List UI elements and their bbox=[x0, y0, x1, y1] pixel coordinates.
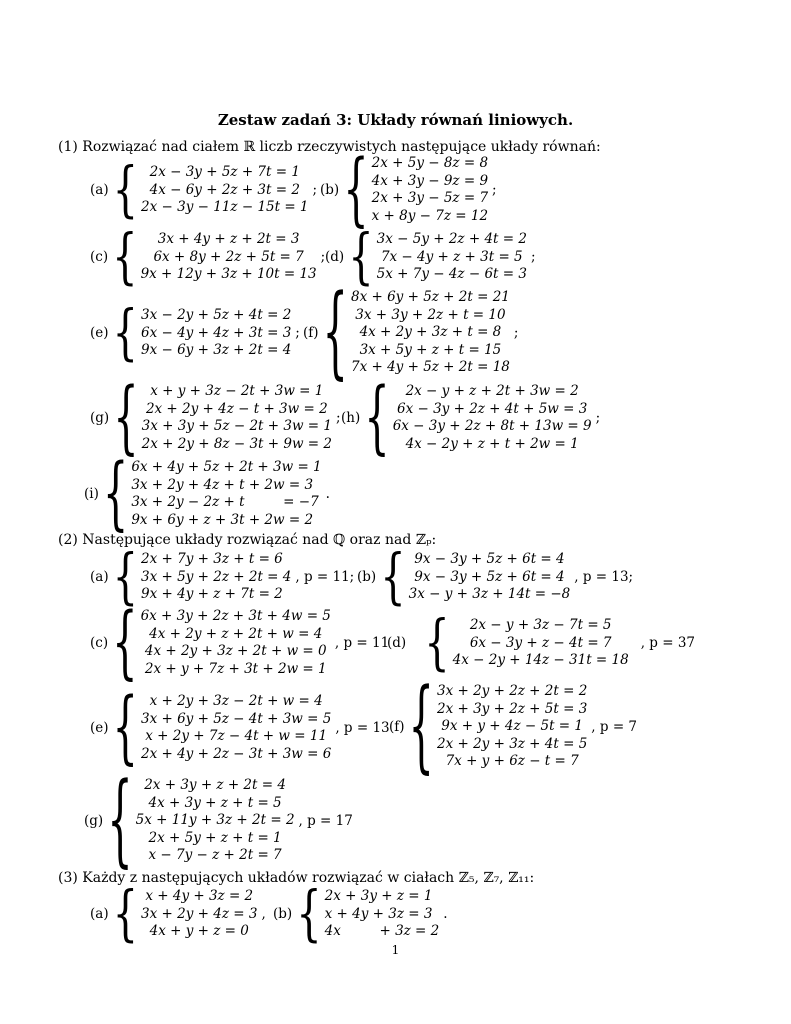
equation: x + 2y + 3z − 2t + w = 4 bbox=[149, 693, 323, 709]
system-2f bbox=[389, 669, 638, 785]
left-brace: { bbox=[364, 372, 390, 465]
item-label: (b) bbox=[357, 569, 377, 586]
item-label: (a) bbox=[90, 182, 109, 199]
item-label: (e) bbox=[90, 325, 109, 342]
equation: 2x + 2y + 3z + 4t = 5 bbox=[436, 735, 588, 752]
item-label: (b) bbox=[320, 182, 340, 199]
system-1g bbox=[90, 372, 341, 465]
equation: x + y + 3z − 2t + 3w = 1 bbox=[150, 383, 324, 399]
equation: 6x − 3y + 2z + 8t + 13w = 9 bbox=[392, 418, 592, 435]
equation: 4x + 3y + z + t = 5 bbox=[148, 794, 282, 811]
left-brace: { bbox=[112, 298, 138, 368]
equation: 2x + 3y + z + 2t = 4 bbox=[144, 777, 286, 793]
equation: 2x + 5y + z + t = 1 bbox=[148, 829, 282, 846]
item-label: (a) bbox=[90, 906, 109, 923]
left-brace: { bbox=[112, 682, 138, 775]
item-label: (b) bbox=[273, 906, 293, 923]
problem-1-heading: (1) Rozwiązać nad ciałem ℝ liczb rzeczywistych następujące układy równań: bbox=[58, 139, 601, 155]
equation: 5x + 7y − 4z − 6t = 3 bbox=[376, 266, 527, 283]
equation: 3x + 4y + z + 2t = 3 bbox=[157, 231, 300, 247]
problem-3-heading: (3) Każdy z następujących układów rozwiązać w ciałach ℤ₅, ℤ₇, ℤ₁₁: bbox=[58, 870, 535, 886]
equation: 2x + 3y + z = 1 bbox=[324, 888, 433, 904]
left-brace: { bbox=[348, 222, 374, 292]
system-1c bbox=[90, 222, 326, 292]
equation: 3x + 3y + 2z + t = 10 bbox=[355, 306, 506, 323]
left-brace: { bbox=[112, 879, 139, 949]
left-brace: { bbox=[107, 763, 133, 879]
page-title: Zestaw zadań 3: Układy równań liniowych. bbox=[217, 111, 574, 129]
equation-list bbox=[141, 608, 331, 678]
equation: 3x − y + 3z + 14t = −8 bbox=[408, 586, 571, 603]
equation: 4x + y + z = 0 bbox=[149, 923, 249, 940]
system-1d bbox=[325, 222, 536, 292]
equation: x + 4y + 3z = 3 bbox=[324, 905, 433, 922]
equation: 2x + 4y + 2z − 3t + 3w = 6 bbox=[140, 745, 332, 762]
suffix: ; bbox=[530, 249, 536, 266]
equation: 4x + 2y + 3z + 2t + w = 0 bbox=[144, 643, 327, 660]
suffix: ; bbox=[312, 182, 318, 199]
equation-list bbox=[393, 383, 592, 453]
left-brace: { bbox=[102, 448, 129, 541]
equation: 4x − 2y + z + t + 2w = 1 bbox=[405, 435, 579, 452]
left-brace: { bbox=[113, 372, 139, 465]
system-2c bbox=[90, 597, 390, 690]
equation: 2x + 7y + 3z + t = 6 bbox=[141, 551, 283, 567]
equation: 2x + 3y + 2z + 5t = 3 bbox=[436, 700, 588, 717]
left-brace: { bbox=[424, 608, 450, 678]
left-brace: { bbox=[112, 542, 139, 612]
left-brace: { bbox=[380, 542, 406, 612]
equation: 3x + 2y + 4z + t + 2w = 3 bbox=[131, 476, 314, 493]
equation: 4x + 3z = 2 bbox=[324, 923, 440, 940]
equation: 4x + 3y − 9z = 9 bbox=[371, 172, 489, 189]
suffix: , p = 37 bbox=[640, 635, 696, 652]
suffix: , p = 13 bbox=[335, 720, 390, 737]
equation: 3x + 2y + 2z + 2t = 2 bbox=[436, 683, 588, 699]
equation: 2x − y + 3z − 7t = 5 bbox=[469, 617, 612, 633]
suffix: , p = 13; bbox=[574, 569, 634, 586]
equation: 2x − 3y − 11z − 15t = 1 bbox=[141, 199, 309, 216]
equation: 6x − 3y + z − 4t = 7 bbox=[469, 634, 612, 651]
item-label: (f) bbox=[389, 718, 405, 735]
system-1i bbox=[84, 448, 330, 541]
left-brace: { bbox=[408, 669, 434, 785]
equation: 3x + 2y − 2z + t = −7 bbox=[131, 494, 319, 511]
item-label: (a) bbox=[90, 569, 109, 586]
left-brace: { bbox=[112, 222, 138, 292]
item-label: (f) bbox=[303, 324, 319, 341]
equation: 4x + 2y + z + 2t + w = 4 bbox=[149, 625, 323, 642]
equation: 9x + 4y + z + 7t = 2 bbox=[141, 586, 283, 603]
equation-list bbox=[453, 617, 629, 670]
equation: 4x − 2y + 14z − 31t = 18 bbox=[452, 652, 629, 669]
equation-list bbox=[141, 231, 317, 284]
system-1b bbox=[320, 144, 497, 237]
item-label: (d) bbox=[325, 249, 345, 266]
suffix: , p = 7 bbox=[591, 718, 638, 735]
equation: 3x − 5y + 2z + 4t = 2 bbox=[376, 231, 527, 247]
system-2b bbox=[357, 542, 634, 612]
system-3b bbox=[273, 879, 448, 949]
equation: 9x + 12y + 3z + 10t = 13 bbox=[140, 266, 317, 283]
suffix: , p = 11 bbox=[334, 635, 390, 652]
suffix: , p = 17 bbox=[298, 812, 353, 829]
system-2g bbox=[84, 763, 353, 879]
equation: 4x + 2y + 3z + t = 8 bbox=[359, 324, 502, 341]
system-1f bbox=[303, 275, 519, 391]
equation-list bbox=[377, 231, 527, 284]
system-2a bbox=[90, 542, 355, 612]
problem-2-heading: (2) Następujące układy rozwiązać nad ℚ oraz nad ℤₚ: bbox=[58, 532, 437, 548]
suffix: ; bbox=[320, 249, 326, 266]
page-number: 1 bbox=[391, 943, 400, 957]
suffix: ; bbox=[335, 410, 341, 427]
equation: 3x − 2y + 5z + 4t = 2 bbox=[140, 307, 292, 323]
suffix: . bbox=[443, 906, 448, 923]
equation: 7x + y + 6z − t = 7 bbox=[445, 753, 579, 770]
equation: x + 8y − 7z = 12 bbox=[371, 207, 489, 224]
equation: x − 7y − z + 2t = 7 bbox=[148, 847, 282, 864]
equation: 8x + 6y + 5z + 2t = 21 bbox=[350, 289, 510, 305]
item-label: (c) bbox=[90, 249, 109, 266]
equation: 2x + 5y − 8z = 8 bbox=[371, 155, 489, 171]
equation: 6x − 3y + 2z + 4t + 5w = 3 bbox=[396, 400, 588, 417]
equation-list bbox=[141, 888, 257, 941]
equation: 6x + 8y + 2z + 5t = 7 bbox=[153, 248, 304, 265]
left-brace: { bbox=[296, 879, 322, 949]
equation: 9x + y + 4z − 5t = 1 bbox=[441, 718, 583, 735]
equation-list bbox=[351, 289, 510, 377]
item-label: (d) bbox=[387, 635, 407, 652]
equation: 9x − 3y + 5z + 6t = 4 bbox=[414, 568, 565, 585]
equation-list bbox=[131, 459, 321, 529]
equation: 2x + 2y + 4z − t + 3w = 2 bbox=[145, 400, 328, 417]
suffix: . bbox=[325, 486, 330, 503]
equation-list bbox=[325, 888, 440, 941]
system-1e bbox=[90, 298, 300, 368]
suffix: ; bbox=[595, 410, 601, 427]
item-label: (i) bbox=[84, 486, 99, 503]
equation-list bbox=[141, 164, 308, 217]
item-label: (e) bbox=[90, 720, 109, 737]
equation: 9x − 6y + 3z + 2t = 4 bbox=[140, 342, 292, 359]
equation: 9x + 6y + z + 3t + 2w = 2 bbox=[131, 511, 314, 528]
equation: 3x + 5y + z + t = 15 bbox=[359, 341, 502, 358]
equation: 3x + 6y + 5z − 4t + 3w = 5 bbox=[140, 710, 332, 727]
equation: 3x + 3y + 5z − 2t + 3w = 1 bbox=[141, 418, 332, 435]
equation: 2x − 3y + 5z + 7t = 1 bbox=[149, 164, 300, 180]
equation: 5x + 11y + 3z + 2t = 2 bbox=[135, 812, 295, 829]
item-label: (h) bbox=[341, 410, 361, 427]
left-brace: { bbox=[322, 275, 348, 391]
equation: 6x + 4y + 5z + 2t + 3w = 1 bbox=[131, 459, 322, 475]
equation: 3x + 2y + 4z = 3 bbox=[141, 905, 258, 922]
equation: 2x + 2y + 8z − 3t + 9w = 2 bbox=[141, 435, 332, 452]
equation-list bbox=[372, 155, 488, 225]
equation-list bbox=[409, 551, 571, 604]
equation-list bbox=[141, 307, 291, 360]
system-2e bbox=[90, 682, 390, 775]
equation-list bbox=[437, 683, 587, 771]
equation: x + 2y + 7z − 4t + w = 11 bbox=[145, 728, 328, 745]
system-3a bbox=[90, 879, 266, 949]
item-label: (c) bbox=[90, 635, 109, 652]
suffix: , p = 11; bbox=[295, 569, 355, 586]
system-1a bbox=[90, 155, 318, 225]
equation: 7x − 4y + z + 3t = 5 bbox=[380, 248, 523, 265]
item-label: (g) bbox=[84, 812, 104, 829]
equation-list bbox=[141, 551, 291, 604]
equation-list bbox=[136, 777, 295, 865]
equation: 6x − 4y + 4z + 3t = 3 bbox=[140, 324, 292, 341]
equation: x + 4y + 3z = 2 bbox=[145, 888, 254, 904]
equation: 2x + y + 7z + 3t + 2w = 1 bbox=[144, 660, 327, 677]
equation: 7x + 4y + 5z + 2t = 18 bbox=[350, 359, 510, 376]
suffix: ; bbox=[492, 182, 497, 199]
left-brace: { bbox=[112, 597, 138, 690]
equation-list bbox=[141, 693, 331, 763]
left-brace: { bbox=[343, 144, 369, 237]
equation: 4x − 6y + 2z + 3t = 2 bbox=[149, 181, 300, 198]
equation: 3x + 5y + 2z + 2t = 4 bbox=[141, 568, 292, 585]
system-1h bbox=[341, 372, 601, 465]
equation: 2x + 3y − 5z = 7 bbox=[371, 190, 489, 207]
system-2d bbox=[387, 608, 696, 678]
suffix: ; bbox=[295, 325, 300, 342]
item-label: (g) bbox=[90, 410, 110, 427]
equation: 2x − y + z + 2t + 3w = 2 bbox=[405, 383, 579, 399]
equation: 6x + 3y + 2z + 3t + 4w = 5 bbox=[140, 608, 331, 624]
suffix: ; bbox=[513, 324, 519, 341]
left-brace: { bbox=[112, 155, 139, 225]
equation-list bbox=[142, 383, 332, 453]
suffix: , bbox=[261, 906, 266, 923]
equation: 9x − 3y + 5z + 6t = 4 bbox=[414, 551, 565, 567]
